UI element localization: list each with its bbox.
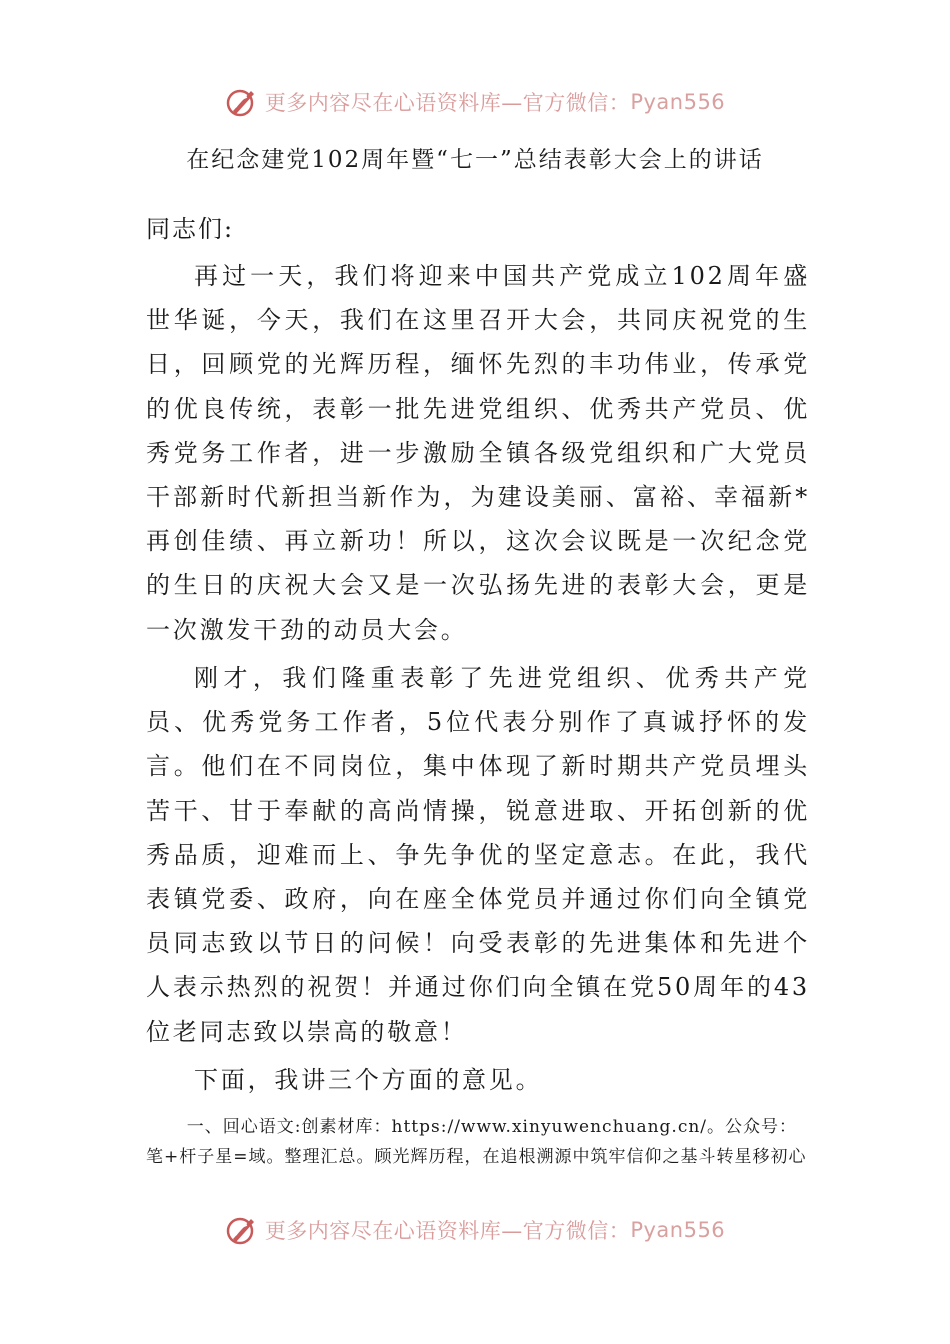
watermark-text: 更多内容尽在心语资料库—官方微信： [264,91,631,115]
document-title: 在纪念建党102周年暨“七一”总结表彰大会上的讲话 [186,147,764,173]
watermark-handle: Pyan556 [630,90,726,114]
watermark-footer [0,1210,950,1250]
greeting: 同志们: [146,215,235,243]
section-one-heading: 一、回心语文:创素材库：https://www.xinyuwenchuang.cn/。公众号：笔+杆子星=域。整理汇总。顾光辉历程，在追根溯源中筑牢信仰之基斗转星移初心 [146,1117,807,1167]
watermark-handle: Pyan556 [630,1218,726,1242]
pen-logo-icon [225,85,259,119]
paragraph-3: 下面，我讲三个方面的意见。 [194,1066,543,1094]
paragraph-2: 刚才，我们隆重表彰了先进党组织、优秀共产党员、优秀党务工作者，5位代表分别作了真诚抒怀的发言。他们在不同岗位，集中体现了新时期共产党员埋头苦干、甘于奉献的高尚情操，锐意进取、开拓创新的优秀品质，迎难而上、争先争优的坚定意志。在此，我代表镇党委、政府，向在座全体党员并通过你们向全镇党员同志致以节日的问候！向受表彰的先进集体和先进个人表示热烈的祝贺！并通过你们向全镇在党50周年的43位老同志致以崇高的敬意！ [146,664,810,1046]
watermark-text: 更多内容尽在心语资料库—官方微信： [264,1219,631,1243]
pen-logo-icon [225,1213,259,1247]
watermark-header [0,82,950,122]
paragraph-1: 再过一天，我们将迎来中国共产党成立102周年盛世华诞，今天，我们在这里召开大会，共同庆祝党的生日，回顾党的光辉历程，缅怀先烈的丰功伟业，传承党的优良传统，表彰一批先进党组织、优秀共产党员、优秀党务工作者，进一步激励全镇各级党组织和广大党员干部新时代新担当新作为，为建设美丽、富裕、幸福新*再创佳绩、再立新功！所以，这次会议既是一次纪念党的生日的庆祝大会又是一次弘扬先进的表彰大会，更是一次激发干劲的动员大会。 [146,262,810,644]
